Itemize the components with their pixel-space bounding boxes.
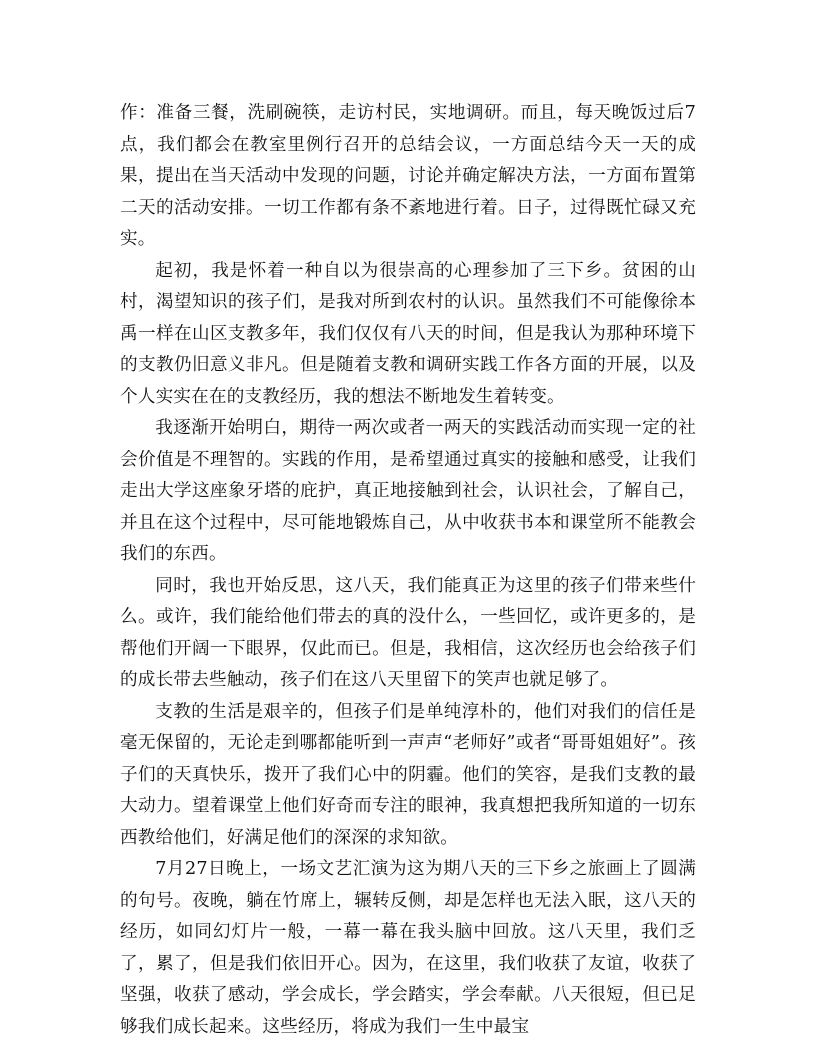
paragraph-6: 7月27日晚上，一场文艺汇演为这为期八天的三下乡之旅画上了圆满的句号。夜晚，躺在竹席上，辗转反侧，却是怎样也无法入眠，这八天的经历，如同幻灯片一般，一幕一幕在我头脑中回放。这八天里，我们乏了，累了，但是我们依旧开心。因为，在这里，我们收获了友谊，收获了坚强，收获了感动，学会成长，学会踏实，学会奉献。八天很短，但已足够我们成长起来。这些经历，将成为我们一生中最宝 bbox=[120, 859, 696, 1037]
paragraph-1: 作：准备三餐，洗刷碗筷，走访村民，实地调研。而且，每天晚饭过后7点，我们都会在教室里例行召开的总结会议，一方面总结今天一天的成果，提出在当天活动中发现的问题，讨论并确定解决方法，一方面布置第二天的活动安排。一切工作都有条不紊地进行着。日子，过得既忙碌又充实。 bbox=[120, 103, 696, 249]
paragraph-5: 支教的生活是艰辛的，但孩子们是单纯淳朴的，他们对我们的信任是毫无保留的，无论走到哪都能听到一声声“老师好”或者“哥哥姐姐好”。孩子们的天真快乐，拨开了我们心中的阴霾。他们的笑容，是我们支教的最大动力。望着课堂上他们好奇而专注的眼神，我真想把我所知道的一切东西教给他们，好满足他们的深深的求知欲。 bbox=[120, 701, 696, 848]
document-body bbox=[120, 98, 696, 1043]
paragraph-4: 同时，我也开始反思，这八天，我们能真正为这里的孩子们带来些什么。或许，我们能给他们带去的真的没什么，一些回忆，或许更多的，是帮他们开阔一下眼界，仅此而已。但是，我相信，这次经历也会给孩子们的成长带去些触动，孩子们在这八天里留下的笑声也就足够了。 bbox=[120, 575, 696, 690]
paragraph-3: 我逐渐开始明白，期待一两次或者一两天的实践活动而实现一定的社会价值是不理智的。实践的作用，是希望通过真实的接触和感受，让我们走出大学这座象牙塔的庇护，真正地接触到社会，认识社会，了解自己，并且在这个过程中，尽可能地锻炼自己，从中收获书本和课堂所不能教会我们的东西。 bbox=[120, 418, 696, 564]
paragraph-2: 起初，我是怀着一种自以为很崇高的心理参加了三下乡。贫困的山村，渴望知识的孩子们，是我对所到农村的认识。虽然我们不可能像徐本禹一样在山区支教多年，我们仅仅有八天的时间，但是我认为那种环境下的支教仍旧意义非凡。但是随着支教和调研实践工作各方面的开展，以及个人实实在在的支教经历，我的想法不断地发生着转变。 bbox=[120, 260, 696, 407]
